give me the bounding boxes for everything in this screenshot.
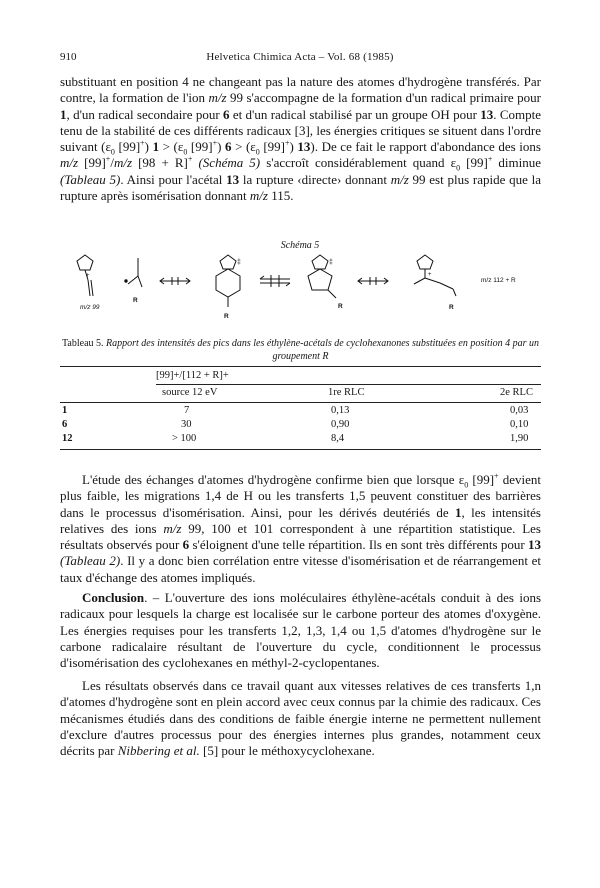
acetal-cyclopentane-structure	[308, 255, 336, 298]
conclusion-heading: Conclusion	[82, 590, 145, 605]
table-col-rlc1: 1re RLC	[328, 387, 365, 398]
arrow-1	[160, 277, 190, 285]
table-row-3-id: 12	[62, 433, 73, 444]
page-header	[60, 49, 540, 65]
radical-structure	[125, 258, 142, 287]
paragraph-conclusion: Conclusion. – L'ouverture des ions moléculaires éthylène-acétals conduit à des ions radicaux pour lesquels la charge est localisée sur le carbone porteur des atomes d'oxygène. Les énergies requises pour les transferts 1,2, 1,3, 1,4 ou 1,5 d'atomes d'hydrogène sur le carbone radicalaire résultant de l'ouverture du cycle, conditionnent le processus d'isomérisation des cyclohexanes en méthyl-2-cyclopentanes.	[60, 590, 541, 671]
arrow-3	[358, 277, 388, 285]
r-label-4: R	[449, 304, 454, 311]
table-caption: Tableau 5. Rapport des intensités des pics dans les éthylène-acétals de cyclohexanones substituées en position 4 par un groupement R	[62, 338, 539, 362]
table-sub-rule	[156, 384, 541, 385]
label-mz112: m/z 112 + R	[481, 277, 516, 284]
r-label-2: R	[224, 313, 229, 320]
r-label-3: R	[338, 303, 343, 310]
r-label-1: R	[133, 297, 138, 304]
table-row-1-b: 0,13	[331, 405, 350, 416]
table-row-3-a: > 100	[172, 433, 197, 444]
table-col-rlc2: 2e RLC	[500, 387, 533, 398]
dagger-1: ‡	[237, 259, 241, 266]
table-bottom-rule	[60, 449, 541, 450]
paragraph-2: L'étude des échanges d'atomes d'hydrogène confirme bien que lorsque $\varepsilon_0$ [99]+ devient plus faible, les migrations 1,4 de H ou les transferts 1,5 peuvent constituer des barrières dans le processus d'isomérisation. Ainsi, pour les dérivés deutériés de 1, les intensités relatives des ions m/z 99, 100 et 101 correspondent à une répartition statistique. Les résultats observés pour 6 s'éloignent d'une telle répartition. Ils en sont très différents pour 13 (Tableau 2). Il y a donc bien corrélation entre vitesse d'isomérisation et de réarrangement et taux d'échange des atomes impliqués.	[60, 471, 542, 585]
arrow-2	[260, 275, 290, 287]
schema-5-link: (Schéma 5)	[198, 155, 261, 171]
page-number: 910	[60, 51, 77, 63]
scheme-title: Schéma 5	[280, 240, 320, 251]
table-row-3-c: 1,90	[510, 433, 529, 444]
paragraph-1: substituant en position 4 ne changeant pas la nature des atomes d'hydrogène transférés. Par contre, la formation de l'ion m/z 99 s'accompagne de la formation d'un radical primaire pour 1, d'un radical secondaire pour 6 et d'un radical stabilisé par un groupe OH pour 13. Compte tenu de la stabilité de ces différents radicaux [3], les énergies critiques se situent dans l'ordre suivant ($\varepsilon_0$ [99]+) $1 > (\varepsilon_0$ [99]+) $6 > (\varepsilon_0$ [99]+) 13). De ce fait le rapport d'abondance des ions m/z [99]+/m/z [98 + R]+ (Schéma 5) s'accroît considérablement quand $\varepsilon_0$ [99]+ diminue (Tableau 5). Ainsi pour l'acétal 13 la rupture ‹directe› donnant m/z 99 est plus rapide que la rupture après isomérisation donnant m/z 115.	[60, 74, 542, 204]
table-row-3-b: 8,4	[331, 433, 345, 444]
table-row-2-b: 0,90	[331, 419, 350, 430]
ion-mz112-structure	[414, 255, 456, 296]
table-col-source: source 12 eV	[162, 387, 218, 398]
label-mz99: m/z 99	[80, 304, 100, 311]
table-row-1-c: 0,03	[510, 405, 529, 416]
svg-text:+: +	[428, 272, 432, 278]
table-row-1-id: 1	[62, 405, 68, 416]
table-header-ratio: [99]+/[112 + R]+	[156, 370, 229, 381]
dagger-2: ‡	[329, 259, 333, 266]
table-row-1-a: 7	[184, 405, 190, 416]
table-row-2-id: 6	[62, 419, 68, 430]
tableau-2-link: (Tableau 2)	[60, 553, 121, 569]
paragraph-4: Les résultats observés dans ce travail quant aux vitesses relatives de ces transferts 1,n d'atomes d'hydrogène sont en plein accord avec ceux connus par la chimie des radicaux. Ces mécanismes étudiés dans des conditions de faible énergie interne ne permettent nullement d'exclure d'autres processus pour des énergies internes plus grandes, notamment ceux décrits par Nibbering et al. [5] pour le méthoxycyclohexane.	[60, 678, 541, 759]
table-header-rule	[60, 402, 541, 403]
running-title: Helvetica Chimica Acta – Vol. 68 (1985)	[206, 51, 394, 63]
acetal-cyclohexane-structure	[216, 255, 241, 307]
svg-text:+: +	[86, 273, 90, 279]
table-row-2-c: 0,10	[510, 419, 529, 430]
ion-mz99-structure	[77, 255, 93, 296]
table-row-2-a: 30	[181, 419, 192, 430]
table-top-rule	[60, 366, 541, 367]
tableau-5-link: (Tableau 5)	[60, 171, 121, 187]
scheme-5-figure	[60, 252, 541, 326]
